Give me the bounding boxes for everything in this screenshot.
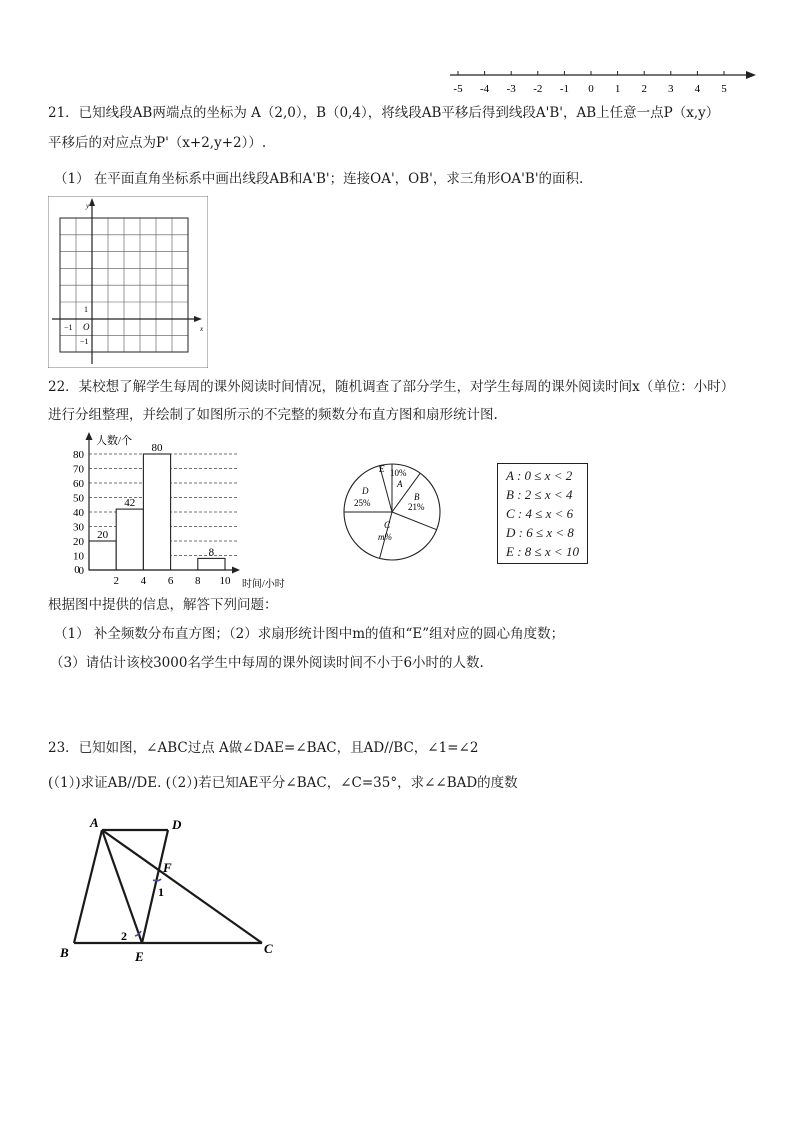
hist-ytick-label: 0 xyxy=(78,565,84,577)
hist-xtick-label: 2 xyxy=(113,575,119,587)
number-line-tick-label: -3 xyxy=(506,83,516,95)
angle-1-label: 1 xyxy=(158,885,164,899)
hist-ytick-label: 20 xyxy=(73,536,84,548)
q21-line2: 平移后的对应点为P'（x+2,y+2））. xyxy=(48,135,267,151)
pie-label-a-pct: 10% xyxy=(390,468,407,478)
pie-label-c: C xyxy=(384,520,391,530)
number-line-tick-label: 5 xyxy=(721,83,727,95)
pie-chart xyxy=(340,460,444,564)
q23-line1: 23．已知如图，∠ABC过点 A做∠DAE=∠BAC，且AD//BC，∠1=∠2 xyxy=(48,740,479,756)
hist-bar-label: 8 xyxy=(208,546,215,559)
frequency-histogram xyxy=(56,432,306,592)
number-line-tick-label: -2 xyxy=(533,83,543,95)
hist-xtick-label: 0 xyxy=(74,564,80,576)
point-a: A xyxy=(90,815,99,830)
q23-line2: (（1）)求证AB//DE. (（2）)若已知AE平分∠BAC，∠C=35°，求∠∠BAD的度数 xyxy=(48,775,518,791)
hist-ytick-label: 10 xyxy=(73,550,84,563)
number-line-tick-label: 4 xyxy=(694,83,701,95)
number-line-tick-label: 0 xyxy=(588,83,594,95)
hist-bar xyxy=(198,558,225,570)
legend-item-c: C : 4 ≤ x < 6 xyxy=(506,506,574,521)
pie-label-b: B xyxy=(414,492,420,502)
hist-ytick-label: 50 xyxy=(73,492,84,505)
number-line-tick-label: -4 xyxy=(480,83,490,95)
hist-xtick-label: 6 xyxy=(167,575,174,587)
hist-bar xyxy=(89,541,116,570)
q21-line1: 21．已知线段AB两端点的坐标为 A（2,0），B（0,4），将线段AB平移后得到线段A'B'，AB上任意一点P（x,y） xyxy=(48,105,720,121)
segment-ac xyxy=(102,830,262,943)
point-b: B xyxy=(60,945,69,960)
grid-x-label: x xyxy=(200,325,204,333)
group-legend xyxy=(497,463,588,564)
hist-ytick-label: 70 xyxy=(73,463,84,476)
grid-tick-neg-y: −1 xyxy=(80,337,89,346)
hist-bar-label: 42 xyxy=(124,497,136,510)
hist-ytick-label: 30 xyxy=(73,521,84,534)
legend-item-b: B : 2 ≤ x < 4 xyxy=(506,487,573,502)
q22-after: 根据图中提供的信息，解答下列问题： xyxy=(48,597,278,613)
hist-xtick-label: 8 xyxy=(195,575,201,587)
point-d: D xyxy=(172,817,182,832)
point-e: E xyxy=(135,949,144,964)
q22-part1: （1） 补全频数分布直方图；（2）求扇形统计图中m的值和“E”组对应的圆心角度数； xyxy=(54,626,565,642)
point-c: C xyxy=(264,941,273,956)
pie-label-e: E xyxy=(379,464,385,474)
hist-bar xyxy=(116,509,143,570)
q21-part1: （1） 在平面直角坐标系中画出线段AB和A'B'；连接OA'，OB'，求三角形OA'B'的面积. xyxy=(54,171,584,187)
q23-geometry-figure xyxy=(50,810,290,970)
hist-xlabel: 时间/小时 xyxy=(242,579,285,590)
number-line xyxy=(440,62,770,102)
legend-item-d: D : 6 ≤ x < 8 xyxy=(506,525,574,540)
q22-line1: 22．某校想了解学生每周的课外阅读时间情况，随机调查了部分学生，对学生每周的课外阅读时间x（单位：小时） xyxy=(48,379,735,395)
hist-ytick-label: 60 xyxy=(73,478,84,490)
q22-line2: 进行分组整理，并绘制了如图所示的不完整的频数分布直方图和扇形统计图. xyxy=(48,407,498,423)
grid-y-label: y xyxy=(86,202,90,210)
pie-label-c-pct: m% xyxy=(378,532,392,542)
pie-label-a: A xyxy=(397,479,403,489)
q21-grid xyxy=(48,196,208,368)
hist-ytick-label: 40 xyxy=(73,507,84,519)
pie-label-d-pct: 25% xyxy=(354,498,371,508)
grid-origin: O xyxy=(83,322,90,332)
hist-xtick-label: 10 xyxy=(219,575,231,587)
legend-item-a: A : 0 ≤ x < 2 xyxy=(506,468,573,483)
point-f: F xyxy=(163,860,172,875)
segment-de xyxy=(142,830,168,943)
q22-part3: （3）请估计该校3000名学生中每周的课外阅读时间不小于6小时的人数. xyxy=(50,655,484,671)
angle-2-label: 2 xyxy=(121,929,127,943)
number-line-tick-label: 3 xyxy=(668,83,674,95)
grid-tick-1: 1 xyxy=(84,305,88,314)
number-line-tick-label: -5 xyxy=(453,83,463,95)
grid-tick-neg-x: −1 xyxy=(64,323,73,332)
segment-ab xyxy=(74,830,102,943)
hist-bar xyxy=(143,454,170,570)
hist-xtick-label: 4 xyxy=(140,575,147,587)
number-line-tick-label: -1 xyxy=(559,83,569,95)
hist-ylabel: 人数/个 xyxy=(96,435,133,447)
hist-bar-label: 20 xyxy=(97,529,109,541)
number-line-tick-label: 1 xyxy=(614,83,621,95)
hist-ytick-label: 80 xyxy=(73,449,84,461)
legend-item-e: E : 8 ≤ x < 10 xyxy=(506,544,579,559)
segment-ae xyxy=(102,830,142,943)
pie-label-d: D xyxy=(362,486,369,496)
pie-label-b-pct: 21% xyxy=(408,502,425,512)
number-line-tick-label: 2 xyxy=(641,83,647,95)
hist-bar-label: 80 xyxy=(151,442,163,454)
